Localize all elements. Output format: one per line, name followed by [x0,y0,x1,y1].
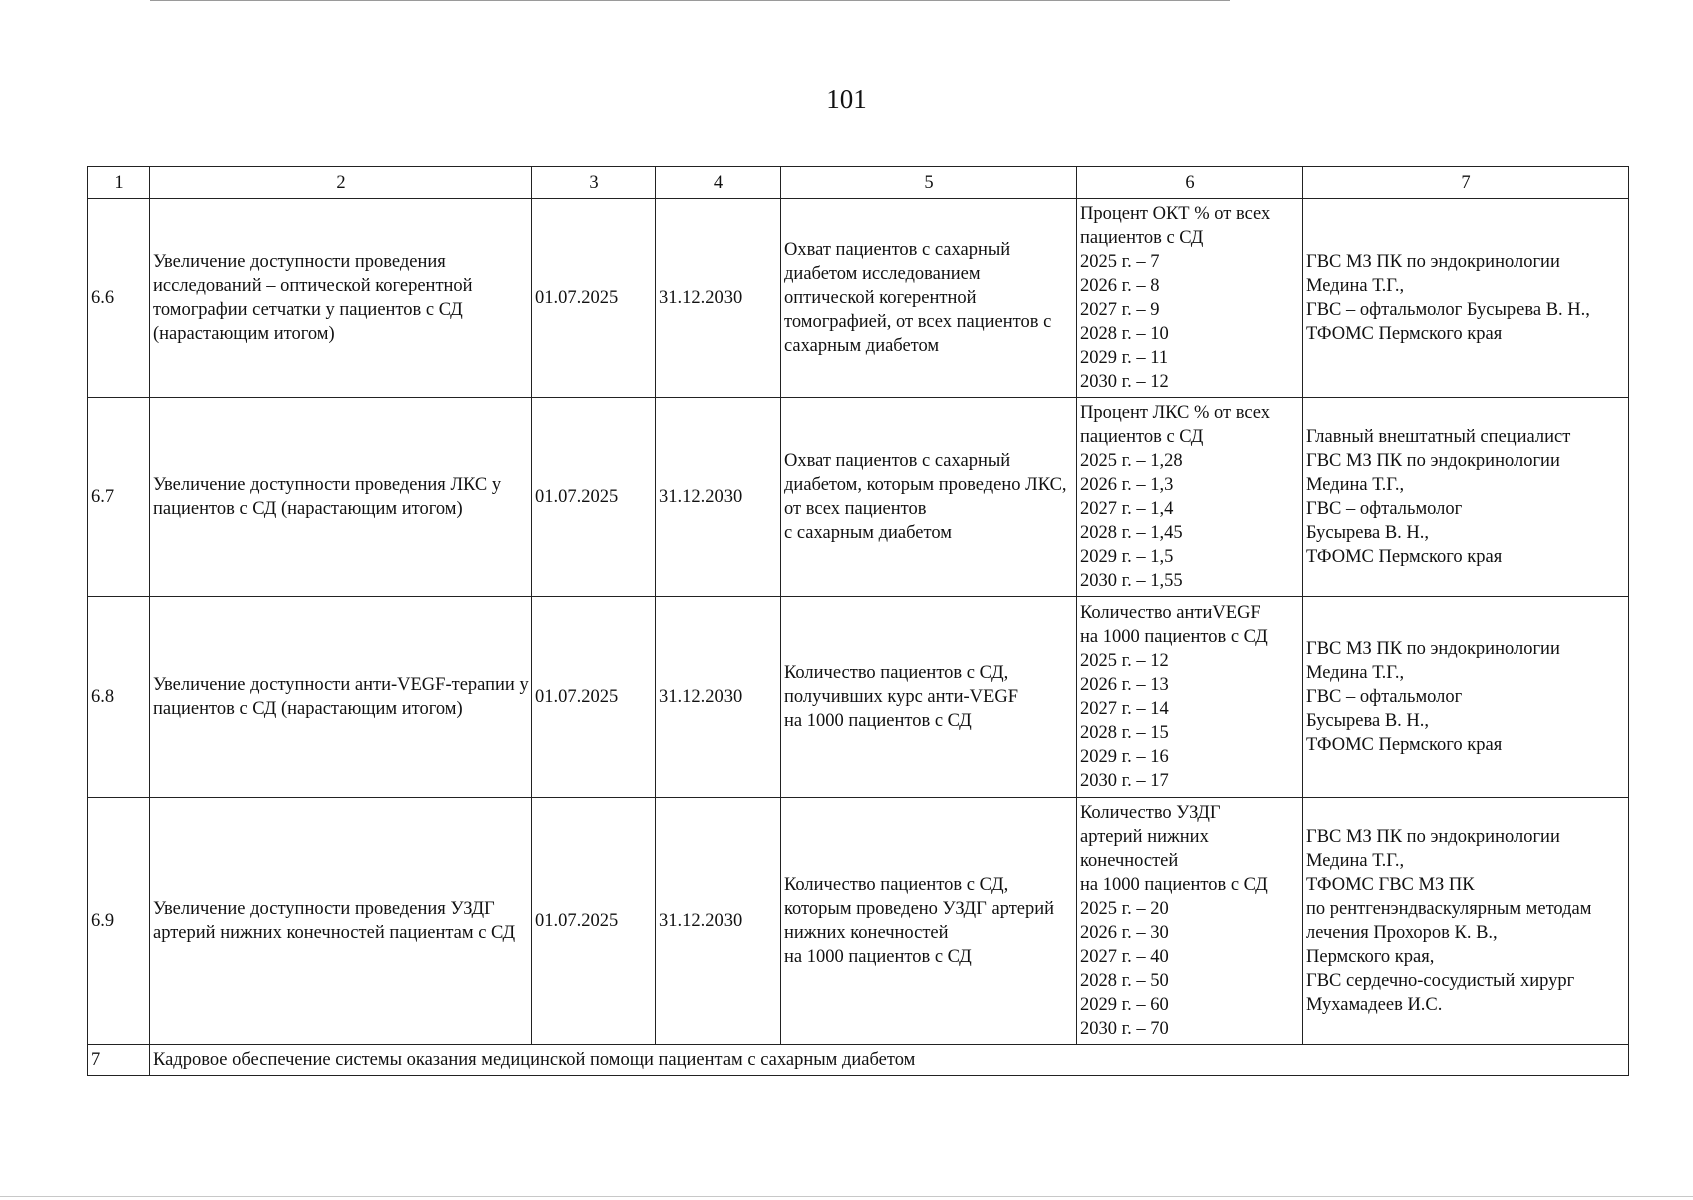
col-header-1: 1 [88,167,150,199]
section-title: Кадровое обеспечение системы оказания медицинской помощи пациентам с сахарным диабетом [150,1045,1629,1076]
end-date-cell: 31.12.2030 [656,597,781,798]
section-number: 7 [88,1045,150,1076]
measure-cell: Увеличение доступности проведения УЗДГ артерий нижних конечностей пациентам с СД [150,798,532,1045]
bottom-rule [0,1196,1693,1197]
measure-cell: Увеличение доступности анти-VEGF-терапии у пациентов с СД (нарастающим итогом) [150,597,532,798]
header-row [88,167,1629,199]
indicator-cell: Процент ОКТ % от всех пациентов с СД 2025 г. – 7 2026 г. – 8 2027 г. – 9 2028 г. – 10 2029 г. – 11 2030 г. – 12 [1077,199,1303,398]
start-date-cell: 01.07.2025 [532,398,656,597]
page-number: 101 [826,84,867,114]
end-date-cell: 31.12.2030 [656,398,781,597]
responsible-cell: ГВС МЗ ПК по эндокринологии Медина Т.Г., ГВС – офтальмолог Бусырева В. Н., ТФОМС Пермского края [1303,199,1629,398]
measure-cell: Увеличение доступности проведения ЛКС у пациентов с СД (нарастающим итогом) [150,398,532,597]
table-row [88,597,1629,798]
measure-cell: Увеличение доступности проведения исследований – оптической когерентной томографии сетчатки у пациентов с СД (нарастающим итогом) [150,199,532,398]
plan-table [87,166,1629,1076]
table-row [88,398,1629,597]
result-cell: Количество пациентов с СД, получивших курс анти-VEGF на 1000 пациентов с СД [781,597,1077,798]
start-date-cell: 01.07.2025 [532,597,656,798]
result-cell: Охват пациентов с сахарный диабетом исследованием оптической когерентной томографией, от всех пациентов с сахарным диабетом [781,199,1077,398]
end-date-cell: 31.12.2030 [656,199,781,398]
top-rule [150,0,1230,1]
start-date-cell: 01.07.2025 [532,199,656,398]
end-date-cell: 31.12.2030 [656,798,781,1045]
responsible-cell: Главный внештатный специалист ГВС МЗ ПК по эндокринологии Медина Т.Г., ГВС – офтальмолог Бусырева В. Н., ТФОМС Пермского края [1303,398,1629,597]
row-number: 6.8 [88,597,150,798]
result-cell: Охват пациентов с сахарный диабетом, которым проведено ЛКС, от всех пациентов с сахарным диабетом [781,398,1077,597]
table-row [88,798,1629,1045]
col-header-6: 6 [1077,167,1303,199]
responsible-cell: ГВС МЗ ПК по эндокринологии Медина Т.Г., ТФОМС ГВС МЗ ПК по рентгенэндваскулярным методам лечения Прохоров К. В., Пермского края, ГВС сердечно-сосудистый хирург Мухамадеев И.С. [1303,798,1629,1045]
col-header-7: 7 [1303,167,1629,199]
responsible-cell: ГВС МЗ ПК по эндокринологии Медина Т.Г., ГВС – офтальмолог Бусырева В. Н., ТФОМС Пермского края [1303,597,1629,798]
row-number: 6.9 [88,798,150,1045]
table-row [88,199,1629,398]
indicator-cell: Количество антиVEGF на 1000 пациентов с СД 2025 г. – 12 2026 г. – 13 2027 г. – 14 2028 г. – 15 2029 г. – 16 2030 г. – 17 [1077,597,1303,798]
indicator-cell: Процент ЛКС % от всех пациентов с СД 2025 г. – 1,28 2026 г. – 1,3 2027 г. – 1,4 2028 г. – 1,45 2029 г. – 1,5 2030 г. – 1,55 [1077,398,1303,597]
section-row [88,1045,1629,1076]
col-header-4: 4 [656,167,781,199]
col-header-3: 3 [532,167,656,199]
row-number: 6.7 [88,398,150,597]
indicator-cell: Количество УЗДГ артерий нижних конечностей на 1000 пациентов с СД 2025 г. – 20 2026 г. – 30 2027 г. – 40 2028 г. – 50 2029 г. – 60 2030 г. – 70 [1077,798,1303,1045]
result-cell: Количество пациентов с СД, которым проведено УЗДГ артерий нижних конечностей на 1000 пациентов с СД [781,798,1077,1045]
col-header-5: 5 [781,167,1077,199]
col-header-2: 2 [150,167,532,199]
start-date-cell: 01.07.2025 [532,798,656,1045]
row-number: 6.6 [88,199,150,398]
